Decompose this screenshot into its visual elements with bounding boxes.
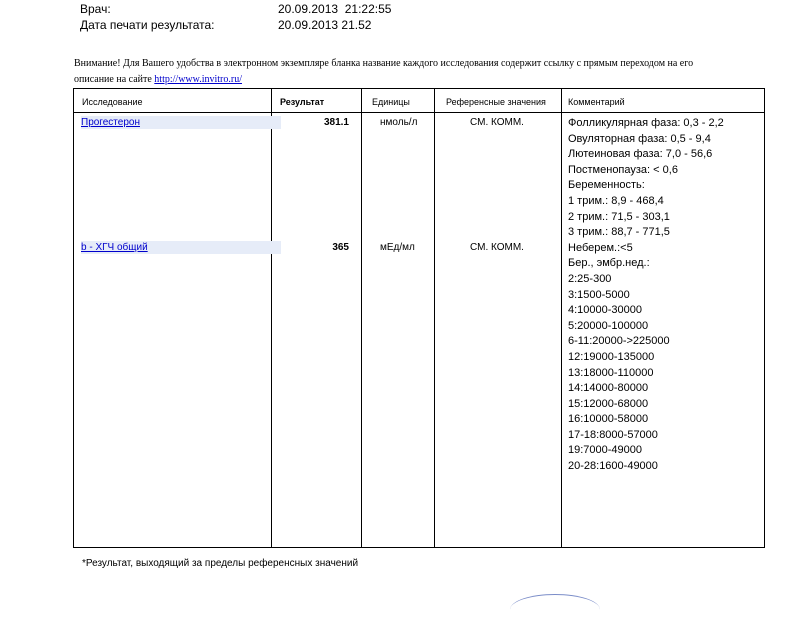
comment-line: 6-11:20000->225000 <box>568 335 670 348</box>
notice-body: Внимание! Для Вашего удобства в электронном экземпляре бланка название каждого исследования содержит ссылку с прямым переходом на его описание на сайте <box>74 58 694 85</box>
comment-line: 2:25-300 <box>568 272 612 285</box>
test-link-progesterone[interactable]: Прогестерон <box>81 116 281 129</box>
test-link-hcg[interactable]: b - ХГЧ общий <box>81 241 281 254</box>
header-test: Исследование <box>82 97 143 107</box>
print-date-label: Дата печати результата: <box>80 18 215 32</box>
doctor-label: Врач: <box>80 2 111 16</box>
result-value: 381.1 <box>323 117 349 128</box>
comment-line: 19:7000-49000 <box>568 444 643 457</box>
comment-line: 20-28:1600-49000 <box>568 460 658 473</box>
comment-line: 3 трим.: 88,7 - 771,5 <box>568 226 670 239</box>
reference-value: СМ. КОММ. <box>470 242 524 253</box>
footnote: *Результат, выходящий за пределы референсных значений <box>82 558 359 569</box>
header-comment: Комментарий <box>568 97 625 107</box>
header-units: Единицы <box>372 97 410 107</box>
header-reference: Референсные значения <box>446 97 546 107</box>
table-header-row <box>74 89 764 113</box>
comment-line: 14:14000-80000 <box>568 382 649 395</box>
comment-line: Овуляторная фаза: 0,5 - 9,4 <box>568 132 711 145</box>
comment-list <box>568 116 760 475</box>
column-divider <box>271 89 272 547</box>
comment-line: 2 трим.: 71,5 - 303,1 <box>568 210 670 223</box>
comment-line: Постменопауза: < 0,6 <box>568 163 678 176</box>
units-value: мЕд/мл <box>380 242 415 253</box>
comment-line: Беременность: <box>568 179 645 192</box>
comment-line: 16:10000-58000 <box>568 413 649 426</box>
column-divider <box>361 89 362 547</box>
comment-line: 4:10000-30000 <box>568 304 643 317</box>
comment-line: 17-18:8000-57000 <box>568 428 658 441</box>
comment-line: 13:18000-110000 <box>568 366 654 379</box>
column-divider <box>434 89 435 547</box>
results-table <box>73 88 765 548</box>
comment-line: 1 трим.: 8,9 - 468,4 <box>568 194 664 207</box>
comment-line: 3:1500-5000 <box>568 288 630 301</box>
column-divider <box>561 89 562 547</box>
header-result: Результат <box>280 97 325 107</box>
comment-line: Лютеиновая фаза: 7,0 - 56,6 <box>568 148 713 161</box>
stamp-edge <box>510 594 600 625</box>
comment-line: Неберем.:<5 <box>568 241 633 254</box>
comment-line: Бер., эмбр.нед.: <box>568 257 650 270</box>
comment-line: 15:12000-68000 <box>568 397 649 410</box>
reference-value: СМ. КОММ. <box>470 117 524 128</box>
comment-line: Фолликулярная фаза: 0,3 - 2,2 <box>568 117 724 129</box>
result-value: 365 <box>332 242 349 253</box>
comment-line: 5:20000-100000 <box>568 319 649 332</box>
comment-line: 12:19000-135000 <box>568 350 655 363</box>
doctor-value: 20.09.2013 21:22:55 <box>278 2 392 16</box>
invitro-link[interactable]: http://www.invitro.ru/ <box>154 74 242 85</box>
units-value: нмоль/л <box>380 117 418 128</box>
print-date-value: 20.09.2013 21.52 <box>278 18 372 32</box>
notice-text <box>74 56 714 88</box>
